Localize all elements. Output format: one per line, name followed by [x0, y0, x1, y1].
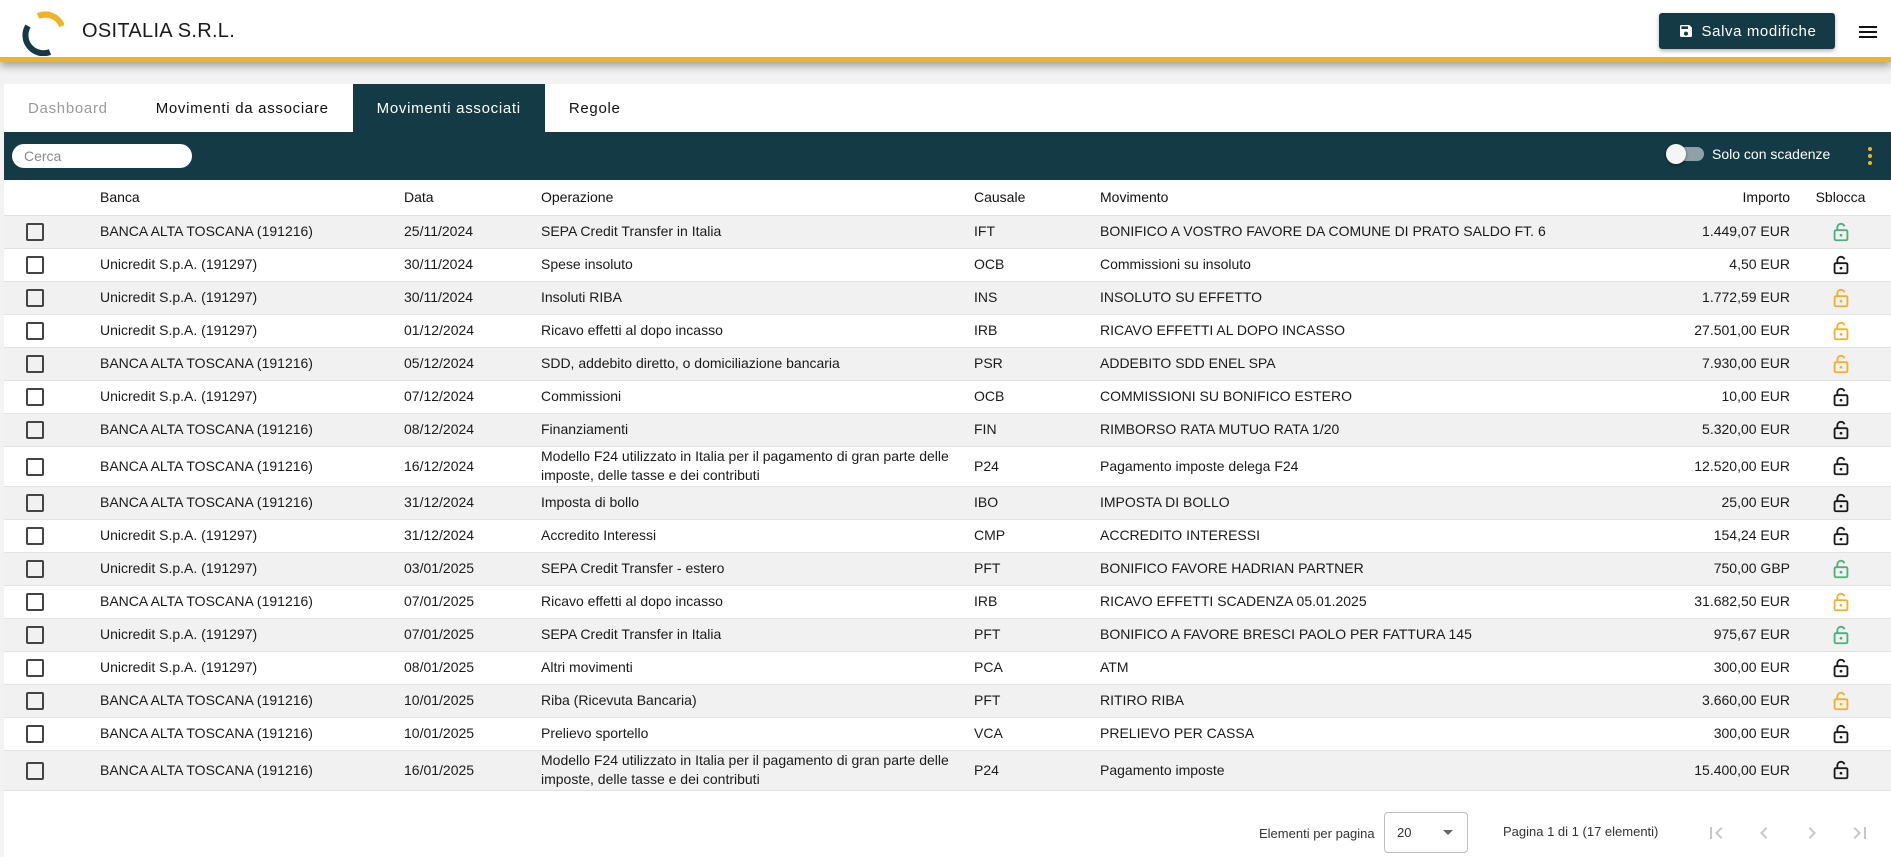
cell-data: 07/12/2024 [404, 388, 475, 404]
cell-sblocca [1790, 446, 1891, 486]
unlock-icon[interactable] [1830, 254, 1852, 276]
unlock-icon[interactable] [1830, 353, 1852, 375]
row-select-cell [4, 380, 100, 413]
unlock-icon[interactable] [1830, 386, 1852, 408]
cell-causale: FIN [974, 421, 997, 437]
cell-operazione: Riba (Ricevuta Bancaria) [541, 692, 697, 708]
cell-importo: 10,00 EUR [1721, 388, 1790, 404]
cell-movimento: RICAVO EFFETTI AL DOPO INCASSO [1100, 322, 1346, 338]
table-row[interactable] [4, 215, 1891, 248]
cell-banca: Unicredit S.p.A. (191297) [100, 388, 258, 404]
cell-operazione: Spese insoluto [541, 256, 633, 272]
top-app-bar [0, 0, 1891, 62]
cell-causale: PSR [974, 355, 1003, 371]
cell-data: 10/01/2025 [404, 725, 475, 741]
cell-movimento: BONIFICO A VOSTRO FAVORE DA COMUNE DI PRATO SALDO FT. 6 [1100, 223, 1546, 239]
cell-sblocca [1790, 347, 1891, 380]
row-select-cell [4, 248, 100, 281]
cell-banca: Unicredit S.p.A. (191297) [100, 256, 258, 272]
tab-movimenti-associati[interactable]: Movimenti associati [353, 84, 545, 132]
table-row[interactable] [4, 651, 1891, 684]
row-select-cell [4, 684, 100, 717]
cell-sblocca [1790, 281, 1891, 314]
search-input[interactable] [12, 144, 192, 168]
row-checkbox[interactable] [26, 762, 44, 780]
table-row[interactable] [4, 717, 1891, 750]
paginator [4, 810, 1891, 856]
save-changes-button[interactable] [1659, 13, 1835, 49]
cell-data: 30/11/2024 [404, 289, 474, 305]
cell-operazione: Accredito Interessi [541, 527, 657, 543]
cell-sblocca [1790, 684, 1891, 717]
table-row[interactable] [4, 585, 1891, 618]
cell-importo: 7.930,00 EUR [1702, 355, 1790, 371]
next-page-icon[interactable] [1800, 821, 1824, 845]
cell-causale: PCA [974, 659, 1003, 675]
cell-data: 16/01/2025 [404, 761, 475, 778]
row-select-cell [4, 281, 100, 314]
cell-causale: IRB [974, 593, 998, 609]
table-row[interactable] [4, 684, 1891, 717]
cell-banca: Unicredit S.p.A. (191297) [100, 289, 258, 305]
cell-banca: Unicredit S.p.A. (191297) [100, 322, 258, 338]
cell-banca: BANCA ALTA TOSCANA (191216) [100, 223, 313, 239]
cell-sblocca [1790, 717, 1891, 750]
per-page-value: 20 [1397, 825, 1412, 840]
toggle-track[interactable] [1668, 147, 1704, 161]
cell-operazione: SDD, addebito diretto, o domiciliazione bancaria [541, 355, 840, 371]
cell-causale: OCB [974, 388, 1005, 404]
row-select-cell [4, 314, 100, 347]
floppy-disk-icon [1678, 23, 1694, 39]
cell-banca: Unicredit S.p.A. (191297) [100, 626, 258, 642]
cell-causale: PFT [974, 560, 1001, 576]
cell-sblocca [1790, 552, 1891, 585]
unlock-icon[interactable] [1830, 525, 1852, 547]
cell-causale: PFT [974, 692, 1001, 708]
first-page-icon[interactable] [1704, 821, 1728, 845]
tab-movimenti-da-associare[interactable]: Movimenti da associare [155, 99, 329, 117]
header-causale[interactable]: Causale [974, 189, 1026, 206]
cell-causale: IFT [974, 223, 995, 239]
company-logo [16, 8, 64, 56]
table-row[interactable] [4, 486, 1891, 519]
cell-movimento: ACCREDITO INTERESSI [1100, 527, 1260, 543]
row-select-cell [4, 651, 100, 684]
tab-regole[interactable]: Regole [568, 99, 621, 117]
table-row[interactable] [4, 413, 1891, 446]
cell-operazione: Insoluti RIBA [541, 289, 622, 305]
cell-sblocca [1790, 651, 1891, 684]
row-select-cell [4, 413, 100, 446]
cell-movimento: BONIFICO FAVORE HADRIAN PARTNER [1100, 560, 1364, 576]
cell-data: 07/01/2025 [404, 626, 475, 642]
unlock-icon[interactable] [1830, 759, 1852, 781]
save-changes-label: Salva modifiche [1701, 22, 1817, 40]
tab-bar [4, 84, 645, 132]
cell-movimento: ADDEBITO SDD ENEL SPA [1100, 355, 1276, 371]
unlock-icon[interactable] [1830, 624, 1852, 646]
company-name: OSITALIA S.R.L. [82, 20, 236, 42]
cell-banca: Unicredit S.p.A. (191297) [100, 560, 258, 576]
cell-movimento: ATM [1100, 659, 1129, 675]
table-row[interactable] [4, 347, 1891, 380]
cell-operazione: Ricavo effetti al dopo incasso [541, 593, 723, 609]
cell-operazione: Prelievo sportello [541, 725, 649, 741]
cell-importo: 27.501,00 EUR [1694, 322, 1790, 338]
cell-importo: 300,00 EUR [1713, 725, 1790, 741]
cell-operazione: Altri movimenti [541, 659, 633, 675]
unlock-icon[interactable] [1830, 558, 1852, 580]
cell-movimento: COMMISSIONI SU BONIFICO ESTERO [1100, 388, 1353, 404]
table-header-row [4, 180, 1891, 215]
row-checkbox[interactable] [26, 458, 44, 476]
cell-sblocca [1790, 380, 1891, 413]
cell-movimento: PRELIEVO PER CASSA [1100, 725, 1255, 741]
cell-operazione: Ricavo effetti al dopo incasso [541, 322, 723, 338]
unlock-icon[interactable] [1830, 221, 1852, 243]
cell-causale: VCA [974, 725, 1003, 741]
cell-data: 03/01/2025 [404, 560, 475, 576]
cell-importo: 750,00 GBP [1713, 560, 1790, 576]
cell-operazione: SEPA Credit Transfer in Italia [541, 223, 722, 239]
cell-banca: BANCA ALTA TOSCANA (191216) [100, 355, 313, 371]
cell-importo: 15.400,00 EUR [1694, 761, 1790, 778]
cell-causale: IRB [974, 322, 998, 338]
row-checkbox[interactable] [26, 355, 44, 373]
cell-importo: 5.320,00 EUR [1702, 421, 1790, 437]
table-row[interactable] [4, 281, 1891, 314]
cell-data: 07/01/2025 [404, 593, 475, 609]
cell-data: 08/01/2025 [404, 659, 475, 675]
cell-data: 31/12/2024 [404, 494, 475, 510]
main-card [4, 84, 1891, 857]
table-row[interactable] [4, 314, 1891, 347]
toggle-knob[interactable] [1666, 144, 1686, 164]
cell-causale: P24 [974, 761, 999, 778]
row-checkbox[interactable] [26, 494, 44, 512]
row-checkbox[interactable] [26, 527, 44, 545]
cell-data: 16/12/2024 [404, 457, 475, 474]
cell-importo: 300,00 EUR [1713, 659, 1790, 675]
table-row[interactable] [4, 750, 1891, 790]
cell-banca: BANCA ALTA TOSCANA (191216) [100, 761, 313, 778]
cell-operazione: Imposta di bollo [541, 494, 640, 510]
movements-table [4, 180, 1891, 791]
cell-banca: BANCA ALTA TOSCANA (191216) [100, 421, 313, 437]
cell-movimento: RITIRO RIBA [1100, 692, 1185, 708]
cell-data: 05/12/2024 [404, 355, 475, 371]
row-checkbox[interactable] [26, 289, 44, 307]
cell-causale: IBO [974, 494, 999, 510]
row-checkbox[interactable] [26, 626, 44, 644]
row-select-cell [4, 486, 100, 519]
per-page-select[interactable] [1384, 812, 1468, 853]
row-select-cell [4, 717, 100, 750]
cell-importo: 975,67 EUR [1713, 626, 1790, 642]
cell-data: 10/01/2025 [404, 692, 475, 708]
cell-importo: 154,24 EUR [1713, 527, 1790, 543]
cell-movimento: INSOLUTO SU EFFETTO [1100, 289, 1263, 305]
unlock-icon[interactable] [1830, 455, 1852, 477]
row-select-cell [4, 215, 100, 248]
row-select-cell [4, 552, 100, 585]
cell-causale: CMP [974, 527, 1006, 543]
cell-banca: BANCA ALTA TOSCANA (191216) [100, 692, 313, 708]
cell-data: 31/12/2024 [404, 527, 475, 543]
cell-importo: 12.520,00 EUR [1694, 457, 1790, 474]
row-checkbox[interactable] [26, 593, 44, 611]
cell-importo: 25,00 EUR [1721, 494, 1790, 510]
header-sblocca: Sblocca [1815, 189, 1866, 206]
row-select-cell [4, 585, 100, 618]
row-select-cell [4, 618, 100, 651]
row-checkbox[interactable] [26, 322, 44, 340]
row-checkbox[interactable] [26, 256, 44, 274]
cell-data: 30/11/2024 [404, 256, 474, 272]
cell-operazione: Modello F24 utilizzato in Italia per il pagamento di gran parte delle imposte, delle tasse e dei contributi [541, 752, 949, 787]
last-page-icon[interactable] [1848, 821, 1872, 845]
cell-data: 01/12/2024 [404, 322, 475, 338]
cell-movimento: Commissioni su insoluto [1100, 256, 1251, 272]
cell-sblocca [1790, 519, 1891, 552]
unlock-icon[interactable] [1830, 591, 1852, 613]
row-checkbox[interactable] [26, 388, 44, 406]
more-vert-icon[interactable] [1858, 144, 1882, 168]
header-operazione[interactable]: Operazione [541, 189, 614, 206]
table-row[interactable] [4, 618, 1891, 651]
header-banca[interactable]: Banca [100, 189, 140, 206]
cell-movimento: RIMBORSO RATA MUTUO RATA 1/20 [1100, 421, 1340, 437]
header-importo[interactable]: Importo [1742, 189, 1790, 206]
header-data[interactable]: Data [404, 189, 434, 206]
tab-dashboard: Dashboard [28, 99, 108, 117]
unlock-icon[interactable] [1830, 492, 1852, 514]
unlock-icon[interactable] [1830, 419, 1852, 441]
cell-importo: 31.682,50 EUR [1694, 593, 1790, 609]
cell-sblocca [1790, 215, 1891, 248]
unlock-icon[interactable] [1830, 690, 1852, 712]
header-movimento[interactable]: Movimento [1100, 189, 1169, 206]
cell-movimento: RICAVO EFFETTI SCADENZA 05.01.2025 [1100, 593, 1367, 609]
cell-movimento: Pagamento imposte [1100, 761, 1225, 778]
previous-page-icon[interactable] [1752, 821, 1776, 845]
cell-operazione: Finanziamenti [541, 421, 629, 437]
unlock-icon[interactable] [1830, 657, 1852, 679]
cell-sblocca [1790, 585, 1891, 618]
cell-operazione: SEPA Credit Transfer in Italia [541, 626, 722, 642]
per-page-label: Elementi per pagina [1259, 826, 1375, 841]
cell-banca: BANCA ALTA TOSCANA (191216) [100, 725, 313, 741]
cell-importo: 3.660,00 EUR [1702, 692, 1790, 708]
cell-data: 08/12/2024 [404, 421, 475, 437]
cell-sblocca [1790, 248, 1891, 281]
row-checkbox[interactable] [26, 692, 44, 710]
row-checkbox[interactable] [26, 659, 44, 677]
table-row[interactable] [4, 552, 1891, 585]
table-toolbar [4, 132, 1891, 180]
cell-movimento: Pagamento imposte delega F24 [1100, 457, 1299, 474]
cell-banca: BANCA ALTA TOSCANA (191216) [100, 457, 313, 474]
unlock-icon[interactable] [1830, 320, 1852, 342]
page-range-label: Pagina 1 di 1 (17 elementi) [1503, 824, 1659, 839]
cell-banca: Unicredit S.p.A. (191297) [100, 527, 258, 543]
cell-causale: P24 [974, 457, 999, 474]
row-select-cell [4, 446, 100, 486]
row-checkbox[interactable] [26, 725, 44, 743]
unlock-icon[interactable] [1830, 287, 1852, 309]
unlock-icon[interactable] [1830, 723, 1852, 745]
cell-sblocca [1790, 750, 1891, 790]
toggle-label: Solo con scadenze [1712, 146, 1831, 162]
header-select [4, 180, 100, 215]
row-checkbox[interactable] [26, 223, 44, 241]
cell-operazione: Modello F24 utilizzato in Italia per il pagamento di gran parte delle imposte, delle tasse e dei contributi [541, 448, 949, 483]
cell-data: 25/11/2024 [404, 223, 474, 239]
cell-operazione: SEPA Credit Transfer - estero [541, 560, 725, 576]
table-row[interactable] [4, 248, 1891, 281]
cell-sblocca [1790, 486, 1891, 519]
row-checkbox[interactable] [26, 421, 44, 439]
cell-causale: PFT [974, 626, 1001, 642]
table-row[interactable] [4, 519, 1891, 552]
cell-sblocca [1790, 314, 1891, 347]
expiry-filter-toggle[interactable] [1668, 146, 1830, 162]
cell-banca: Unicredit S.p.A. (191297) [100, 659, 258, 675]
cell-causale: INS [974, 289, 998, 305]
row-checkbox[interactable] [26, 560, 44, 578]
cell-importo: 1.449,07 EUR [1702, 223, 1790, 239]
cell-sblocca [1790, 618, 1891, 651]
row-select-cell [4, 750, 100, 790]
cell-causale: OCB [974, 256, 1005, 272]
hamburger-menu-icon[interactable] [1856, 20, 1880, 44]
row-select-cell [4, 519, 100, 552]
cell-banca: BANCA ALTA TOSCANA (191216) [100, 593, 313, 609]
table-row[interactable] [4, 446, 1891, 486]
cell-banca: BANCA ALTA TOSCANA (191216) [100, 494, 313, 510]
cell-operazione: Commissioni [541, 388, 622, 404]
cell-sblocca [1790, 413, 1891, 446]
cell-importo: 4,50 EUR [1729, 256, 1790, 272]
cell-importo: 1.772,59 EUR [1702, 289, 1790, 305]
dropdown-arrow-icon [1443, 830, 1453, 835]
cell-movimento: IMPOSTA DI BOLLO [1100, 494, 1230, 510]
cell-movimento: BONIFICO A FAVORE BRESCI PAOLO PER FATTURA 145 [1100, 626, 1472, 642]
row-select-cell [4, 347, 100, 380]
table-row[interactable] [4, 380, 1891, 413]
